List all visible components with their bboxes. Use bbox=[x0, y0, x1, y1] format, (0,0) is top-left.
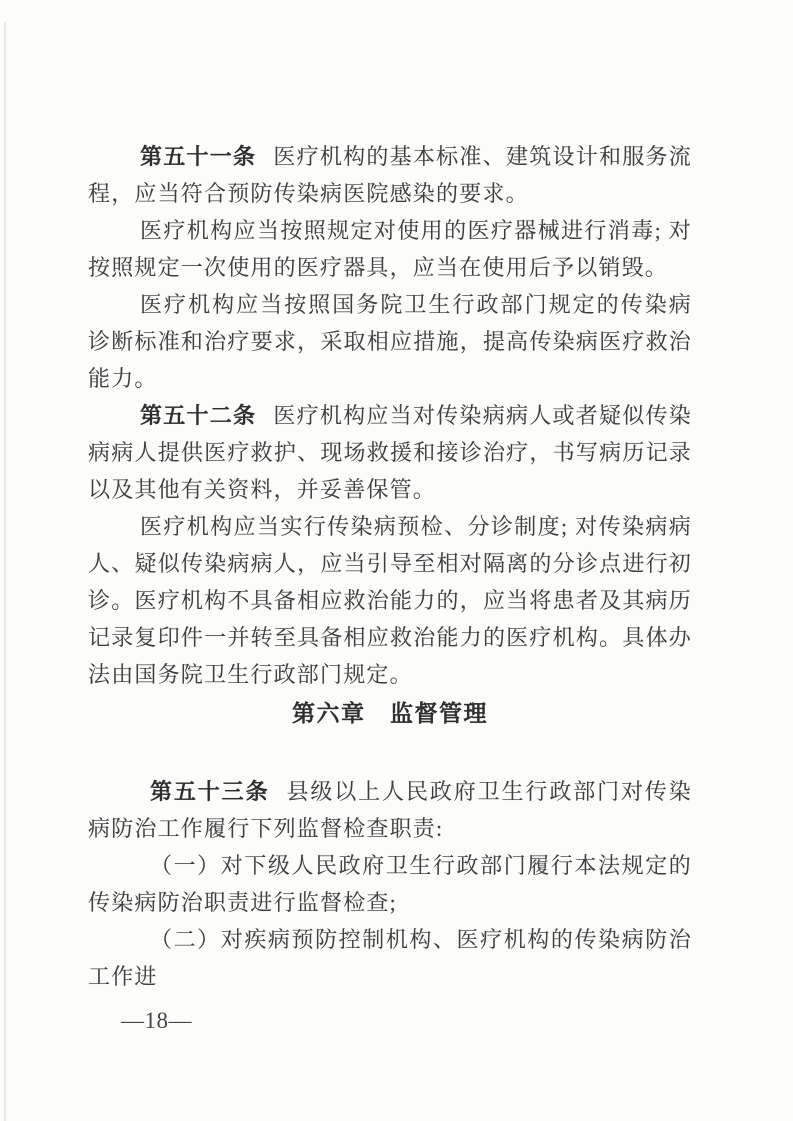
article-53-item-1 bbox=[88, 847, 692, 921]
article-51-paragraph-2 bbox=[88, 212, 692, 286]
article-51-number: 第五十一条 bbox=[140, 144, 257, 169]
paragraph-text: 医疗机构应当按照国务院卫生行政部门规定的传染病诊断标准和治疗要求，采取相应措施，提高传染病医疗救治能力。 bbox=[88, 292, 692, 391]
article-52-number: 第五十二条 bbox=[140, 403, 257, 428]
chapter-6-heading: 第六章 监督管理 bbox=[292, 701, 488, 726]
article-52-paragraph-2 bbox=[88, 508, 692, 693]
paragraph-text: 医疗机构的基本标准、建筑设计和服务流程，应当符合预防传染病医院感染的要求。 bbox=[88, 144, 692, 206]
articles-51-52-block bbox=[88, 138, 692, 693]
article-51-paragraph-1 bbox=[88, 138, 692, 212]
article-53-block bbox=[88, 773, 692, 995]
page-number: —18— bbox=[121, 1008, 192, 1033]
paragraph-text: 县级以上人民政府卫生行政部门对传染病防治工作履行下列监督检查职责: bbox=[88, 779, 692, 841]
scan-edge-artifact bbox=[4, 22, 6, 1121]
article-53-item-2 bbox=[88, 921, 692, 995]
article-53-number: 第五十三条 bbox=[150, 779, 270, 804]
article-51-paragraph-3 bbox=[88, 286, 692, 397]
article-52-paragraph-1 bbox=[88, 397, 692, 508]
paragraph-text: 医疗机构应当实行传染病预检、分诊制度; 对传染病病人、疑似传染病病人，应当引导至相对隔离的分诊点进行初诊。医疗机构不具备相应救治能力的，应当将患者及其病历记录复印件一并转至具备相应救治能力的医疗机构。具体办法由国务院卫生行政部门规定。 bbox=[88, 514, 692, 687]
paragraph-text: （一）对下级人民政府卫生行政部门履行本法规定的传染病防治职责进行监督检查; bbox=[88, 853, 692, 915]
paragraph-text: 医疗机构应当对传染病病人或者疑似传染病病人提供医疗救护、现场救援和接诊治疗，书写病历记录以及其他有关资料，并妥善保管。 bbox=[88, 403, 692, 502]
paragraph-text: 医疗机构应当按照规定对使用的医疗器械进行消毒; 对按照规定一次使用的医疗器具，应当在使用后予以销毁。 bbox=[88, 218, 692, 280]
article-53-paragraph-1 bbox=[88, 773, 692, 847]
paragraph-text: （二）对疾病预防控制机构、医疗机构的传染病防治工作进 bbox=[88, 927, 692, 989]
